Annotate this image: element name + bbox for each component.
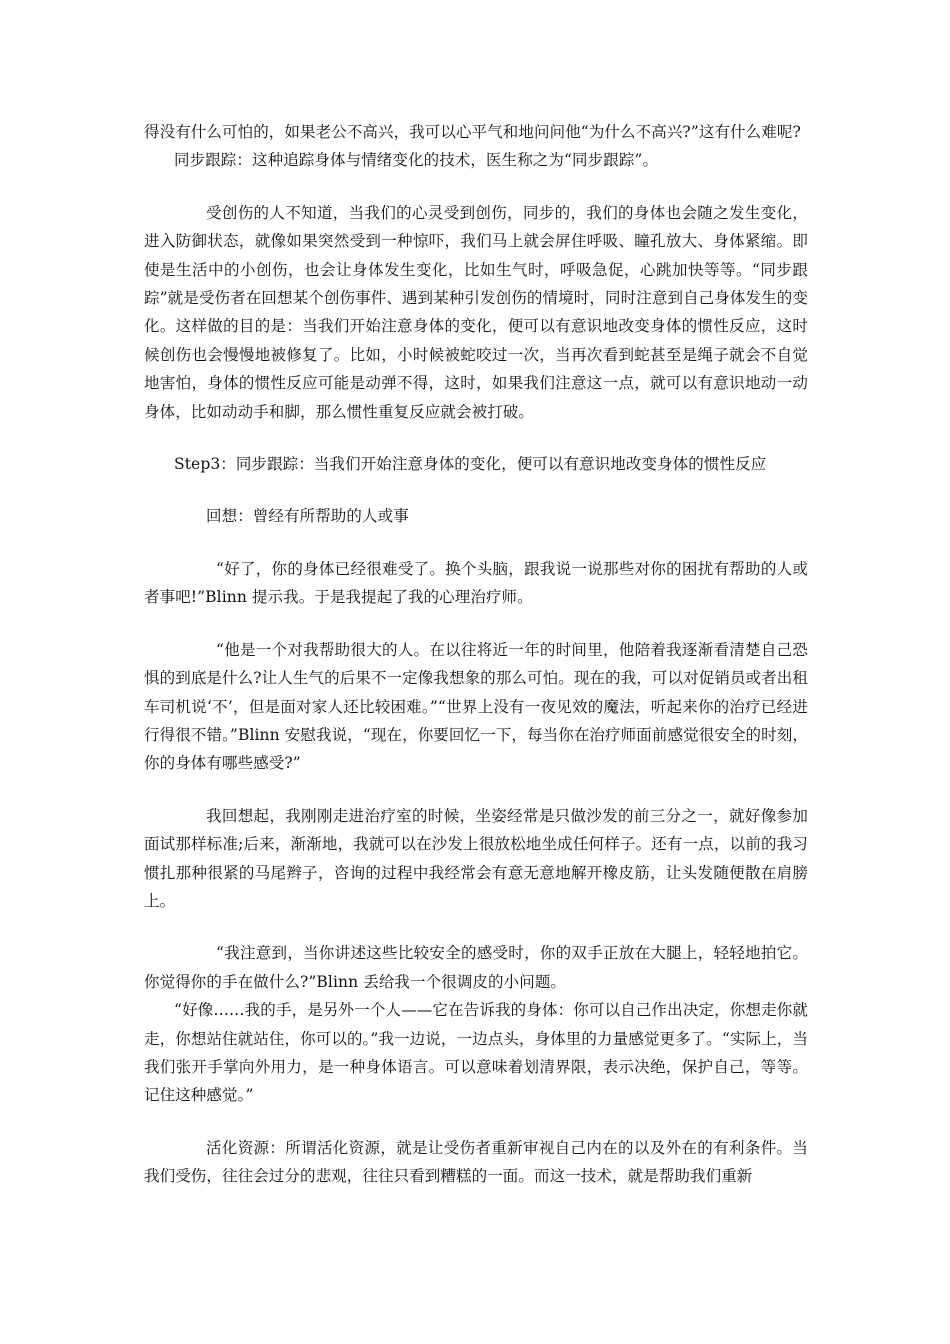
document-body <box>144 118 808 1191</box>
paragraph-sync-tracking-definition: 同步跟踪：这种追踪身体与情绪变化的技术，医生称之为“同步跟踪”。 <box>174 151 659 170</box>
paragraph-hands-observation: “我注意到，当你讲述这些比较安全的感受时，你的双手正放在大腿上，轻轻地拍它。你觉得你的手在做什么?”Blinn 丢给我一个很调皮的小问题。 <box>144 944 808 991</box>
paragraph-recall-heading: 回想：曾经有所帮助的人或事 <box>206 507 409 526</box>
paragraph-trauma-body-response: 受创伤的人不知道，当我们的心灵受到创伤，同步的，我们的身体也会随之发生变化，进入防御状态，就像如果突然受到一种惊吓，我们马上就会屏住呼吸、瞳孔放大、身体紧缩。即使是生活中的小创伤，也会让身体发生变化，比如生气时，呼吸急促，心跳加快等等。“同步跟踪”就是受伤者在回想某个创伤事件、遇到某种引发创伤的情境时，同时注意到自己身体发生的变化。这样做的目的是：当我们开始注意身体的变化，便可以有意识地改变身体的惯性反应，这时候创伤也会慢慢地被修复了。比如，小时候被蛇咬过一次，当再次看到蛇甚至是绳子就会不自觉地害怕，身体的惯性反应可能是动弹不得，这时，如果我们注意这一点，就可以有意识地动一动身体，比如动动手和脚，那么惯性重复反应就会被打破。 <box>144 203 808 421</box>
paragraph-blinn-prompt: “好了，你的身体已经很难受了。换个头脑，跟我说一说那些对你的困扰有帮助的人或者事吧!”Blinn 提示我。于是我提起了我的心理治疗师。 <box>144 559 808 607</box>
paragraph-continuation: 得没有什么可怕的，如果老公不高兴，我可以心平气和地问问他“为什么不高兴?”这有什么难呢? <box>144 123 801 141</box>
paragraph-hands-meaning: “好像……我的手，是另外一个人——它在告诉我的身体：你可以自己作出决定，你想走你就走，你想站住就站住，你可以的。”我一边说，一边点头，身体里的力量感觉更多了。“实际上，当我们张开手掌向外用力，是一种身体语言。可以意味着划清界限，表示决绝，保护自己，等等。记住这种感觉。” <box>144 1001 808 1105</box>
paragraph-activate-resources: 活化资源：所谓活化资源，就是让受伤者重新审视自己内在的以及外在的有利条件。当我们受伤，往往会过分的悲观，往往只看到糟糕的一面。而这一技术，就是帮助我们重新 <box>144 1138 808 1186</box>
paragraph-step3-heading: Step3：同步跟踪：当我们开始注意身体的变化，便可以有意识地改变身体的惯性反应 <box>174 455 767 474</box>
paragraph-therapist-dialogue: “他是一个对我帮助很大的人。在以往将近一年的时间里，他陪着我逐渐看清楚自己恐惧的到底是什么?让人生气的后果不一定像我想象的那么可怕。现在的我，可以对促销员或者出租车司机说‘不’，但是面对家人还比较困难。”“世界上没有一夜见效的魔法，听起来你的治疗已经进行得很不错。”Blinn 安慰我说，“现在，你要回忆一下，每当你在治疗师面前感觉很安全的时刻，你的身体有哪些感受?” <box>144 640 808 773</box>
paragraph-therapy-room-memory: 我回想起，我刚刚走进治疗室的时候，坐姿经常是只做沙发的前三分之一，就好像参加面试那样标准;后来，渐渐地，我就可以在沙发上很放松地坐成任何样子。还有一点，以前的我习惯扎那种很紧的马尾辫子，咨询的过程中我经常会有意无意地解开橡皮筋，让头发随便散在肩膀上。 <box>144 806 808 910</box>
